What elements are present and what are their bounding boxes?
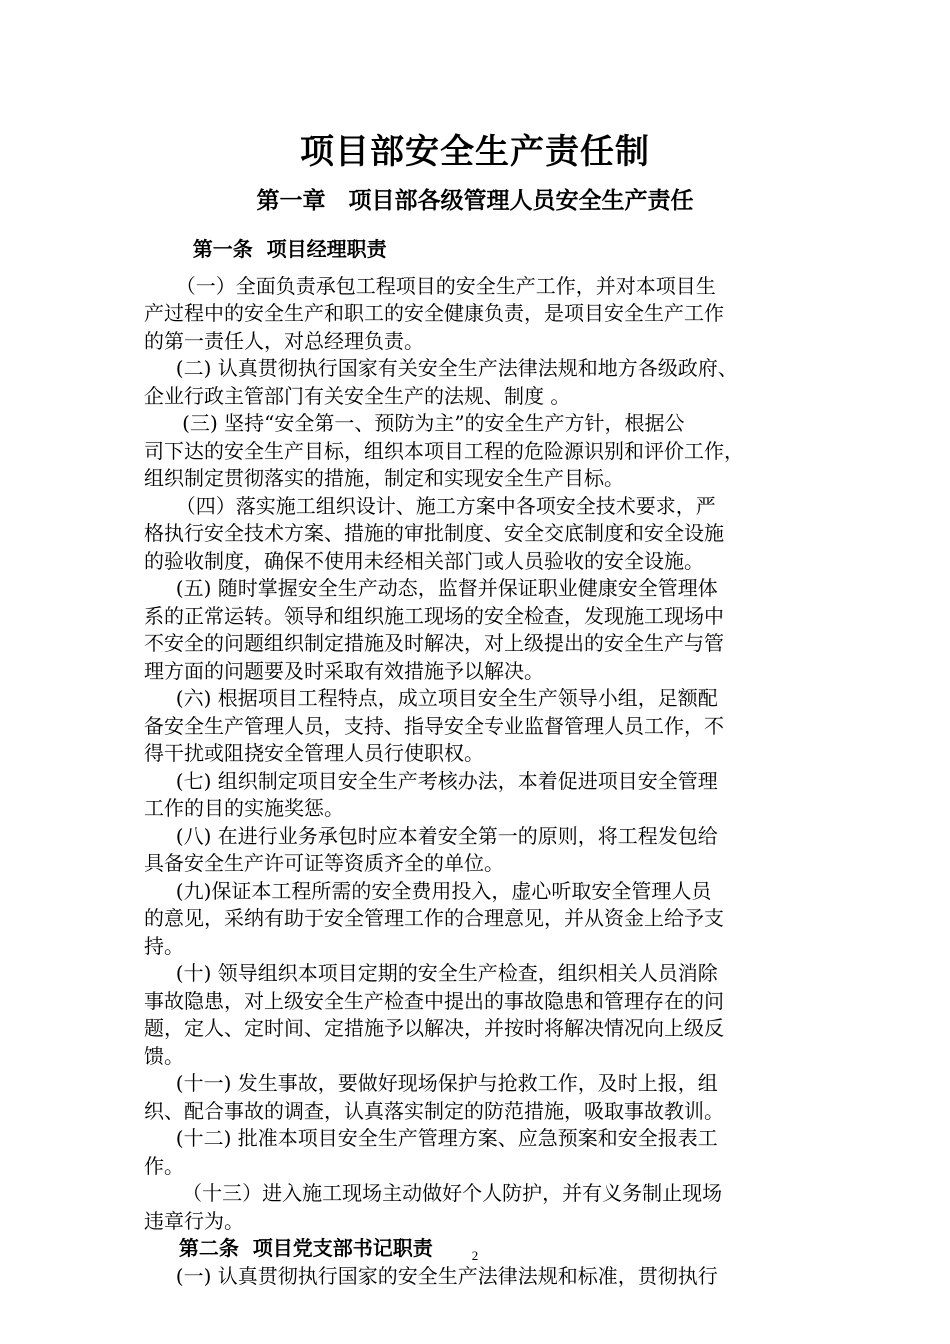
paragraph-line: （四）落实施工组织设计、施工方案中各项安全技术要求，严: [144, 493, 716, 518]
paragraph-line: 司下达的安全生产目标，组织本项目工程的危险源识别和评价工作，: [144, 438, 744, 463]
paragraph-line: 企业行政主管部门有关安全生产的法规、制度 。: [144, 383, 571, 408]
paragraph-line: 事故隐患，对上级安全生产检查中提出的事故隐患和管理存在的问: [144, 988, 724, 1013]
paragraph-line: (三) 坚持“安全第一、预防为主”的安全生产方针，根据公: [144, 411, 685, 435]
paragraph-line: (一) 认真贯彻执行国家的安全生产法律法规和标准，贯彻执行: [144, 1263, 718, 1288]
document-title: 项目部安全生产责任制: [300, 132, 650, 172]
paragraph-line: (八) 在进行业务承包时应本着安全第一的原则，将工程发包给: [144, 823, 718, 848]
paragraph-line: 的验收制度，确保不使用未经相关部门或人员验收的安全设施。: [144, 548, 704, 573]
paragraph-line: 作。: [144, 1153, 184, 1178]
paragraph-line: （十三）进入施工现场主动做好个人防护，并有义务制止现场: [144, 1181, 723, 1205]
page-number: 2: [471, 1248, 479, 1263]
article-heading: 第二条 项目党支部书记职责: [144, 1236, 433, 1260]
paragraph-line: 违章行为。: [144, 1208, 244, 1233]
paragraph-line: (九)保证本工程所需的安全费用投入，虚心听取安全管理人员: [144, 878, 712, 903]
paragraph-line: 工作的目的实施奖惩。: [144, 796, 344, 820]
paragraph-line: 得干扰或阻挠安全管理人员行使职权。: [144, 741, 484, 765]
paragraph-line: 组织制定贯彻落实的措施，制定和实现安全生产目标。: [144, 466, 624, 490]
paragraph-line: 题，定人、定时间、定措施予以解决，并按时将解决情况向上级反: [144, 1016, 724, 1040]
paragraph-line: 产过程中的安全生产和职工的安全健康负责，是项目安全生产工作: [144, 301, 724, 325]
paragraph-line: 具备安全生产许可证等资质齐全的单位。: [144, 851, 504, 875]
paragraph-line: (七) 组织制定项目安全生产考核办法，本着促进项目安全管理: [144, 768, 718, 793]
paragraph-line: 织、配合事故的调查，认真落实制定的防范措施，吸取事故教训。: [144, 1098, 724, 1123]
paragraph-line: 备安全生产管理人员，支持、指导安全专业监督管理人员工作，不: [144, 713, 724, 738]
paragraph-line: (十) 领导组织本项目定期的安全生产检查，组织相关人员消除: [144, 961, 718, 985]
paragraph-line: (十一) 发生事故，要做好现场保护与抢救工作，及时上报，组: [144, 1071, 718, 1095]
chapter-heading: 第一章 项目部各级管理人员安全生产责任: [256, 187, 694, 214]
paragraph-line: 不安全的问题组织制定措施及时解决，对上级提出的安全生产与管: [144, 631, 724, 655]
paragraph-line: （一）全面负责承包工程项目的安全生产工作，并对本项目生: [144, 273, 716, 298]
paragraph-line: 馈。: [144, 1043, 184, 1068]
paragraph-line: (十二) 批准本项目安全生产管理方案、应急预案和安全报表工: [144, 1126, 718, 1150]
paragraph-line: 的第一责任人，对总经理负责。: [144, 328, 424, 353]
paragraph-line: 持。: [144, 933, 184, 958]
paragraph-line: (六) 根据项目工程特点，成立项目安全生产领导小组，足额配: [144, 686, 718, 710]
paragraph-line: (二) 认真贯彻执行国家有关安全生产法律法规和地方各级政府、: [144, 356, 738, 380]
article-heading: 第一条 项目经理职责: [144, 237, 387, 261]
paragraph-line: (五) 随时掌握安全生产动态，监督并保证职业健康安全管理体: [144, 576, 718, 600]
paragraph-line: 的意见，采纳有助于安全管理工作的合理意见，并从资金上给予支: [144, 906, 724, 930]
document-body: [144, 236, 816, 1290]
paragraph-line: 理方面的问题要及时采取有效措施予以解决。: [144, 658, 544, 683]
paragraph-line: 格执行安全技术方案、措施的审批制度、安全交底制度和安全设施: [144, 521, 724, 545]
paragraph-line: 系的正常运转。领导和组织施工现场的安全检查，发现施工现场中: [144, 603, 724, 628]
